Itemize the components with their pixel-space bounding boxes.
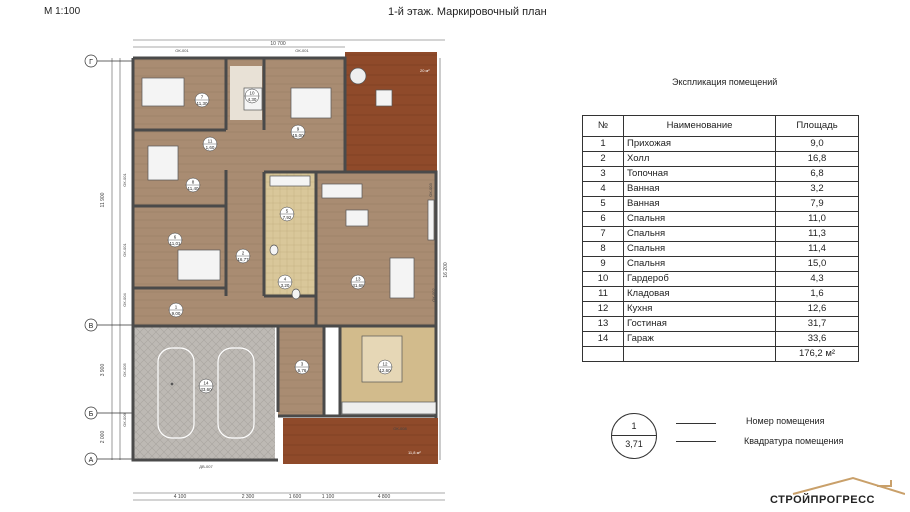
room-tag-number: 1 xyxy=(174,304,178,310)
room-tag xyxy=(236,249,250,263)
cell-number: 6 xyxy=(583,212,624,227)
room-tag xyxy=(351,275,365,289)
cell-name: Гараж xyxy=(624,332,776,347)
terrace-bottom-area: 11,8 м² xyxy=(408,450,421,455)
window-mark: ОК-002 xyxy=(431,288,436,302)
room-tag-number: 13 xyxy=(355,276,361,282)
cell-name: Спальня xyxy=(624,227,776,242)
bed-icon xyxy=(178,250,220,280)
dimension-left-lower-2: 2 000 xyxy=(100,430,106,444)
window-mark: ОК-006 xyxy=(122,413,127,427)
cell-name: Спальня xyxy=(624,212,776,227)
axis-markers xyxy=(85,55,133,465)
bed-icon xyxy=(291,88,331,118)
cell-name: Кухня xyxy=(624,302,776,317)
room-tag-area: 3,20 xyxy=(280,283,290,288)
column-header-name: Наименование xyxy=(624,116,776,137)
room-tag-number: 14 xyxy=(203,380,209,386)
room-tag xyxy=(295,360,309,374)
cell-name: Прихожая xyxy=(624,137,776,152)
room-tag-area: 4,30 xyxy=(247,97,257,102)
table-row xyxy=(583,197,859,212)
cell-area: 15,0 xyxy=(776,257,859,272)
cell-name: Гостиная xyxy=(624,317,776,332)
page-title: 1-й этаж. Маркировочный план xyxy=(388,6,547,18)
cell-name: Ванная xyxy=(624,197,776,212)
cell-number: 9 xyxy=(583,257,624,272)
explication-table xyxy=(582,115,859,362)
column-header-area: Площадь xyxy=(776,116,859,137)
window-mark: ОК-003 xyxy=(428,183,433,197)
cell-number: 4 xyxy=(583,182,624,197)
window-mark: ДВ-007 xyxy=(199,464,213,469)
coffee-table-icon xyxy=(346,210,368,226)
cell-number: 3 xyxy=(583,167,624,182)
axis-label-v: В xyxy=(88,323,94,330)
cell-name: Спальня xyxy=(624,257,776,272)
terrace-bottom xyxy=(283,418,438,464)
cell-area: 11,4 xyxy=(776,242,859,257)
room-tag xyxy=(245,89,259,103)
legend-room-tag xyxy=(611,413,657,459)
table-row xyxy=(583,182,859,197)
room-tag-area: 15,00 xyxy=(292,133,304,138)
dimension-bottom-5: 4 800 xyxy=(377,494,391,500)
table-row xyxy=(583,272,859,287)
scale-label: М 1:100 xyxy=(44,6,81,17)
room-tag-area: 6,76 xyxy=(297,368,307,373)
total-empty-cell xyxy=(624,347,776,362)
cell-area: 11,3 xyxy=(776,227,859,242)
cell-area: 6,8 xyxy=(776,167,859,182)
axis-label-a: А xyxy=(88,457,94,464)
cell-number: 12 xyxy=(583,302,624,317)
room-tag-number: 7 xyxy=(200,94,204,100)
room-tag-area: 9,00 xyxy=(171,311,181,316)
bed-icon xyxy=(142,78,184,106)
window-mark: ОК-001 xyxy=(122,243,127,257)
cell-number: 13 xyxy=(583,317,624,332)
cell-name: Кладовая xyxy=(624,287,776,302)
legend-area: 3,71 xyxy=(625,439,643,449)
legend-number-label: Номер помещения xyxy=(746,416,825,426)
room-tag xyxy=(278,275,292,289)
window-mark: ОК-001 xyxy=(175,48,189,53)
cell-number: 14 xyxy=(583,332,624,347)
room-tag-area: 12,60 xyxy=(379,368,391,373)
table-row xyxy=(583,242,859,257)
dimension-left-lower-1: 3 900 xyxy=(100,363,106,377)
table-row xyxy=(583,212,859,227)
terrace-top-area: 20 м² xyxy=(420,68,430,73)
axis-label-g: Г xyxy=(89,59,93,66)
dimension-right: 16 200 xyxy=(443,262,449,278)
table-header-row xyxy=(583,116,859,137)
room-tag-number: 10 xyxy=(249,90,255,96)
cell-name: Ванная xyxy=(624,182,776,197)
legend-area-label: Квадратура помещения xyxy=(744,436,844,446)
cell-area: 11,0 xyxy=(776,212,859,227)
table-total-row xyxy=(583,347,859,362)
table-row xyxy=(583,137,859,152)
room-tag xyxy=(378,360,392,374)
room-tag xyxy=(199,379,213,393)
room-tag xyxy=(168,233,182,247)
room-tag xyxy=(195,93,209,107)
cell-number: 2 xyxy=(583,152,624,167)
table-row xyxy=(583,302,859,317)
column-header-number: № xyxy=(583,116,624,137)
cell-name: Топочная xyxy=(624,167,776,182)
table-row xyxy=(583,317,859,332)
room-tag-area: 16,77 xyxy=(237,257,249,262)
room-tag-number: 6 xyxy=(173,234,177,240)
table-row xyxy=(583,227,859,242)
legend-number: 1 xyxy=(631,421,637,431)
cell-area: 7,9 xyxy=(776,197,859,212)
axis-label-b: Б xyxy=(88,411,94,418)
cell-area: 31,7 xyxy=(776,317,859,332)
legend-line xyxy=(676,441,716,442)
toilet-icon xyxy=(270,245,278,255)
dining-table-icon xyxy=(390,258,414,298)
explication-title: Экспликация помещений xyxy=(672,77,778,87)
window-mark: ОК-008 xyxy=(393,426,407,431)
window-mark: ОК-001 xyxy=(122,173,127,187)
cell-area: 33,6 xyxy=(776,332,859,347)
cell-number: 8 xyxy=(583,242,624,257)
room-tag-number: 12 xyxy=(382,361,388,367)
cell-number: 1 xyxy=(583,137,624,152)
table-row xyxy=(583,152,859,167)
room-tag xyxy=(280,207,294,221)
cell-name: Холл xyxy=(624,152,776,167)
cell-area: 12,6 xyxy=(776,302,859,317)
room-tag xyxy=(169,303,183,317)
room-tag-area: 1,60 xyxy=(205,145,215,150)
cell-area: 4,3 xyxy=(776,272,859,287)
total-area: 176,2 м² xyxy=(776,347,859,362)
room-tag-area: 11,40 xyxy=(187,186,199,191)
room-tag-area: 7,92 xyxy=(282,215,292,220)
dimension-top: 10 700 xyxy=(270,41,286,47)
cell-area: 9,0 xyxy=(776,137,859,152)
cell-name: Гардероб xyxy=(624,272,776,287)
room-tag-number: 2 xyxy=(241,250,245,256)
cell-number: 10 xyxy=(583,272,624,287)
dimension-bottom-3: 1 600 xyxy=(288,494,302,500)
legend-line xyxy=(676,423,716,424)
room-tag-number: 3 xyxy=(300,361,304,367)
table-row xyxy=(583,287,859,302)
cell-number: 11 xyxy=(583,287,624,302)
dimension-bottom-1: 4 100 xyxy=(173,494,187,500)
room-tag-area: 11,30 xyxy=(196,101,208,106)
room-tag-number: 5 xyxy=(285,208,289,214)
room-tag-number: 11 xyxy=(207,138,213,144)
window-mark: ОК-001 xyxy=(295,48,309,53)
cell-area: 3,2 xyxy=(776,182,859,197)
tv-icon xyxy=(428,200,434,240)
dimension-bottom-2: 2 300 xyxy=(241,494,255,500)
room-tag xyxy=(186,178,200,192)
dimension-left: 11 900 xyxy=(100,192,106,208)
room-tag-number: 8 xyxy=(191,179,195,185)
room-tag xyxy=(203,137,217,151)
armchair-icon xyxy=(350,68,366,84)
room-tag-area: 33,60 xyxy=(200,387,212,392)
room-tag xyxy=(291,125,305,139)
toilet-icon xyxy=(292,289,300,299)
sofa-icon xyxy=(322,184,362,198)
room-tag-area: 31,68 xyxy=(352,283,364,288)
table-row xyxy=(583,257,859,272)
table-row xyxy=(583,167,859,182)
cell-area: 16,8 xyxy=(776,152,859,167)
bed-icon xyxy=(148,146,178,180)
window-mark: ОК-005 xyxy=(122,363,127,377)
cell-name: Спальня xyxy=(624,242,776,257)
total-empty-cell xyxy=(583,347,624,362)
window-mark: ОК-004 xyxy=(122,293,127,307)
room-tag-area: 11,01 xyxy=(169,241,181,246)
dimension-bottom-4: 1 100 xyxy=(321,494,335,500)
cell-number: 7 xyxy=(583,227,624,242)
room-tag-number: 4 xyxy=(283,276,287,282)
bathtub-icon xyxy=(270,176,310,186)
room-tag-number: 9 xyxy=(296,126,300,132)
terrace-table-icon xyxy=(376,90,392,106)
brand-name: СТРОЙПРОГРЕСС xyxy=(770,494,875,506)
table-row xyxy=(583,332,859,347)
cell-area: 1,6 xyxy=(776,287,859,302)
cell-number: 5 xyxy=(583,197,624,212)
